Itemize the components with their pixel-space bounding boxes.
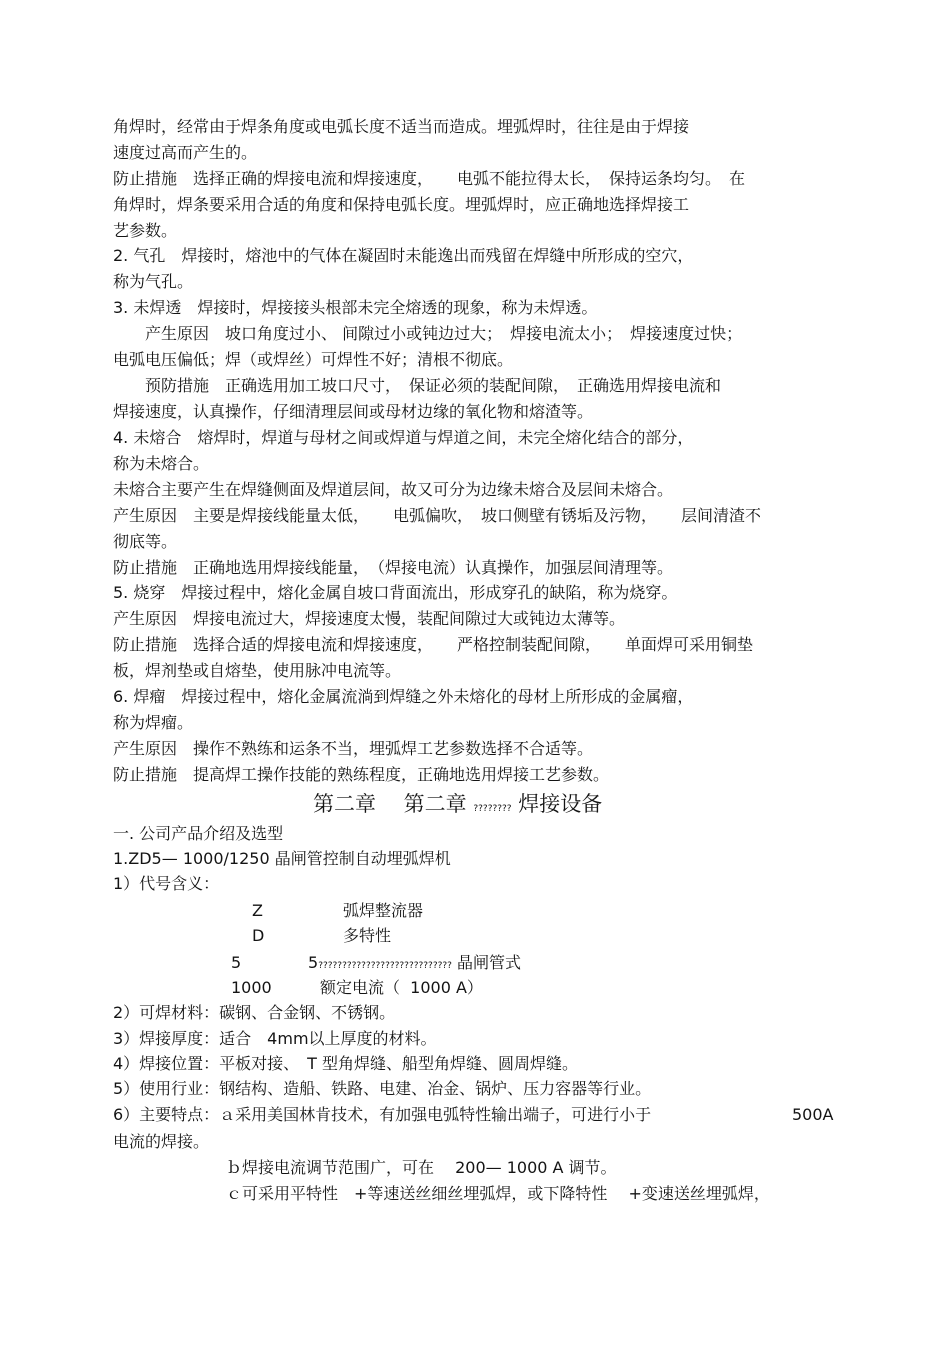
chapter-heading bbox=[313, 791, 602, 822]
text-line: 防止措施 正确地选用焊接线能量， （焊接电流）认真操作，加强层间清理等。 bbox=[113, 558, 674, 577]
text-line: 板，焊剂垫或自熔垫，使用脉冲电流等。 bbox=[113, 661, 402, 680]
text-line: 预防措施 正确选用加工坡口尺寸， 保证必须的装配间隙， 正确选用焊接电流和 bbox=[113, 376, 722, 395]
text-line: 6）主要特点：ａ采用美国林肯技术，有加强电弧特性输出端子，可进行小于 bbox=[113, 1105, 652, 1124]
text-line: 3）焊接厚度：适合 4mm以上厚度的材料。 bbox=[113, 1029, 437, 1048]
code-number: 5 bbox=[231, 953, 242, 972]
text-line: 电流的焊接。 bbox=[113, 1132, 210, 1151]
text-line: 电弧电压偏低；焊（或焊丝）可焊性不好；清根不彻底。 bbox=[113, 350, 514, 369]
text-line: 产生原因 操作不熟练和运条不当，埋弧焊工艺参数选择不合适等。 bbox=[113, 739, 594, 758]
code-letter: Z bbox=[252, 901, 263, 920]
text-line: 焊接速度，认真操作，仔细清理层间或母材边缘的氧化物和熔渣等。 bbox=[113, 402, 594, 421]
chapter-heading-marks: ???????? bbox=[473, 804, 512, 814]
product-title: 1.ZD5— 1000/1250 晶闸管控制自动埋弧焊机 bbox=[113, 849, 451, 868]
text-line: 彻底等。 bbox=[113, 532, 178, 551]
feature-line: ｃ可采用平特性 +等速送丝细丝埋弧焊，或下降特性 +变速送丝埋弧焊， bbox=[226, 1184, 770, 1203]
code-desc: 弧焊整流器 bbox=[343, 901, 424, 920]
feature-line: ｂ焊接电流调节范围广，可在 200— 1000 A 调节。 bbox=[226, 1158, 617, 1177]
text-line: 防止措施 选择正确的焊接电流和焊接速度， 电弧不能拉得太长， 保持运条均匀。 在 bbox=[113, 169, 746, 188]
code-number: 1000 bbox=[231, 978, 272, 997]
text-line: 5. 烧穿 焊接过程中，熔化金属自坡口背面流出，形成穿孔的缺陷，称为烧穿。 bbox=[113, 583, 678, 602]
code-number-desc: 5???????????????????????????? 晶闸管式 bbox=[308, 953, 522, 972]
text-line: 6. 焊瘤 焊接过程中，熔化金属流淌到焊缝之外未熔化的母材上所形成的金属瘤， bbox=[113, 687, 694, 706]
text-line: 未熔合主要产生在焊缝侧面及焊道层间，故又可分为边缘未熔合及层间未熔合。 bbox=[113, 480, 674, 499]
text-line: 5）使用行业：钢结构、造船、铁路、电建、冶金、锅炉、压力容器等行业。 bbox=[113, 1079, 652, 1098]
text-line: 1）代号含义： bbox=[113, 874, 220, 893]
section-title: 一. 公司产品介绍及选型 bbox=[113, 824, 284, 843]
current-value: 500A bbox=[792, 1105, 834, 1124]
text-line: 产生原因 主要是焊接线能量太低， 电弧偏吹， 坡口侧壁有锈垢及污物， 层间清渣不 bbox=[113, 506, 762, 525]
chapter-heading-part2: 焊接设备 bbox=[511, 792, 603, 816]
text-line: 防止措施 提高焊工操作技能的熟练程度，正确地选用焊接工艺参数。 bbox=[113, 765, 610, 784]
code-letter: D bbox=[252, 926, 265, 945]
text-line: 角焊时，焊条要采用合适的角度和保持电弧长度。埋弧焊时，应正确地选择焊接工 bbox=[113, 195, 690, 214]
text-line: 称为未熔合。 bbox=[113, 454, 210, 473]
text-line: 速度过高而产生的。 bbox=[113, 143, 258, 162]
text-line: 产生原因 焊接电流过大，焊接速度太慢，装配间隙过大或钝边太薄等。 bbox=[113, 609, 626, 628]
text-line: 产生原因 坡口角度过小、 间隙过小或钝边过大； 焊接电流太小； 焊接速度过快； bbox=[113, 324, 743, 343]
text-line: 2）可焊材料：碳钢、合金钢、不锈钢。 bbox=[113, 1003, 396, 1022]
text-line: 艺参数。 bbox=[113, 221, 178, 240]
text-line: 3. 未焊透 焊接时，焊接接头根部未完全熔透的现象，称为未焊透。 bbox=[113, 298, 598, 317]
text-line: 角焊时，经常由于焊条角度或电弧长度不适当而造成。埋弧焊时，往往是由于焊接 bbox=[113, 117, 690, 136]
chapter-heading-part1: 第二章 第二章 bbox=[313, 792, 474, 816]
code-desc: 额定电流（ 1000 A） bbox=[320, 978, 483, 997]
text-line: 防止措施 选择合适的焊接电流和焊接速度， 严格控制装配间隙， 单面焊可采用铜垫 bbox=[113, 635, 754, 654]
text-line: 称为气孔。 bbox=[113, 272, 194, 291]
code-desc: 多特性 bbox=[343, 926, 392, 945]
text-line: 4. 未熔合 熔焊时，焊道与母材之间或焊道与焊道之间，未完全熔化结合的部分， bbox=[113, 428, 694, 447]
text-line: 称为焊瘤。 bbox=[113, 713, 194, 732]
text-line: 2. 气孔 焊接时，熔池中的气体在凝固时未能逸出而残留在焊缝中所形成的空穴， bbox=[113, 246, 694, 265]
text-line: 4）焊接位置：平板对接、 T 型角焊缝、船型角焊缝、圆周焊缝。 bbox=[113, 1054, 579, 1073]
